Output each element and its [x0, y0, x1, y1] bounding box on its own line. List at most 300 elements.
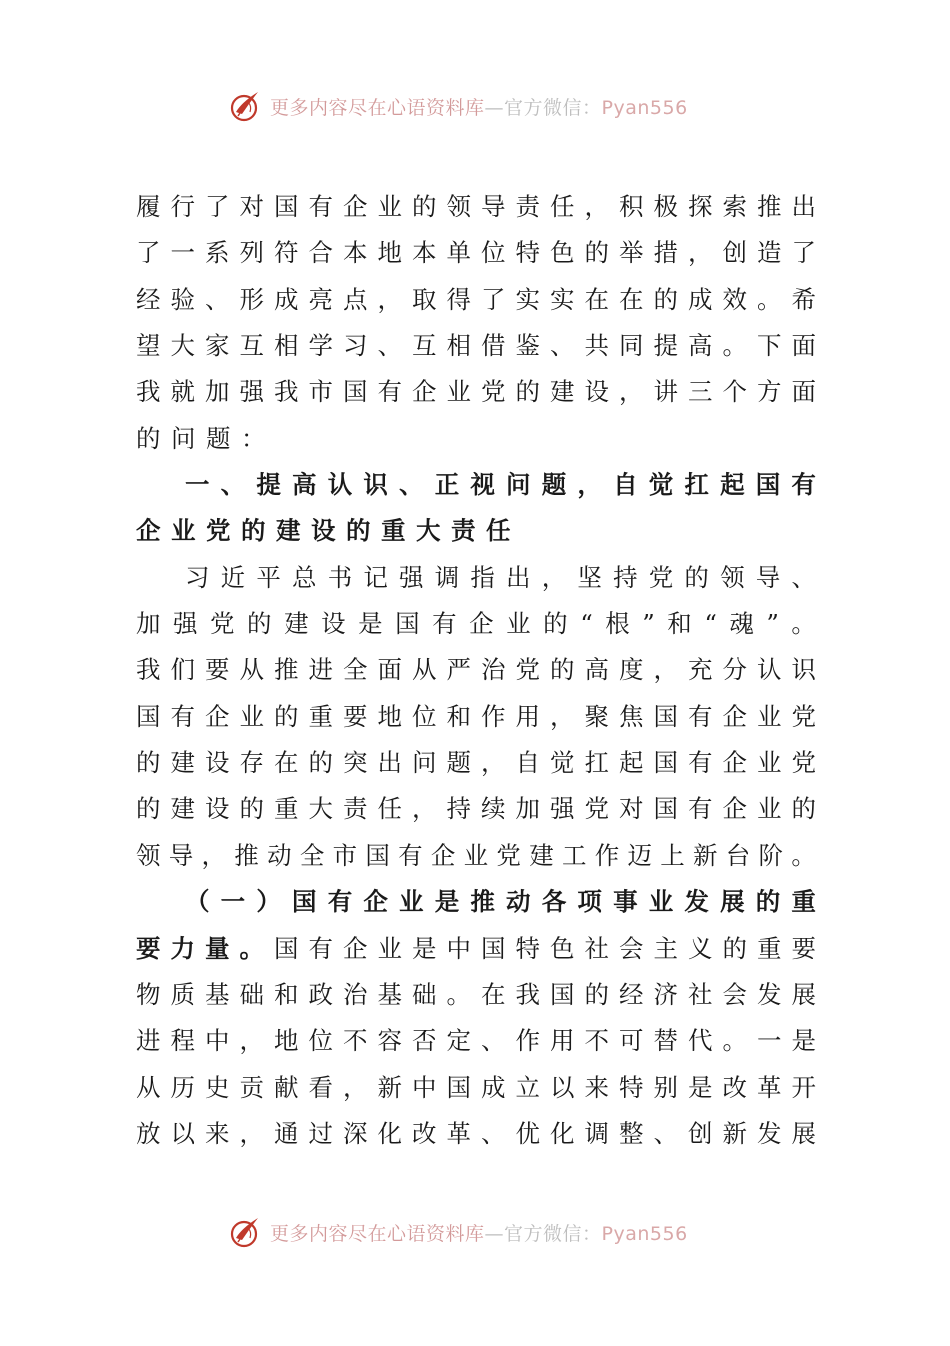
glyph: 题	[446, 748, 471, 778]
body-line	[136, 230, 816, 276]
glyph: 业	[463, 840, 489, 870]
glyph: 从	[239, 655, 264, 685]
glyph: 用	[515, 701, 540, 731]
glyph: 和	[274, 979, 299, 1009]
watermark-brand: 更多内容尽在心语资料库	[270, 96, 485, 119]
glyph: 、	[205, 284, 230, 314]
glyph: ，	[377, 284, 402, 314]
glyph: 方	[757, 377, 782, 407]
glyph: 觉	[550, 748, 575, 778]
glyph: 有	[688, 701, 713, 731]
glyph: 望	[136, 331, 161, 361]
glyph: 企	[343, 933, 368, 963]
glyph: 建	[276, 516, 301, 546]
glyph: 设	[205, 748, 230, 778]
glyph: 看	[308, 1072, 333, 1102]
glyph: 得	[446, 284, 471, 314]
glyph: 用	[550, 1026, 575, 1056]
glyph: 来	[205, 1118, 230, 1148]
glyph: 主	[653, 933, 678, 963]
glyph: 治	[481, 655, 506, 685]
glyph: 严	[446, 655, 471, 685]
glyph: 同	[619, 331, 644, 361]
glyph: 国	[481, 933, 506, 963]
glyph: 导	[168, 840, 194, 870]
glyph: 企	[430, 840, 456, 870]
glyph: 在	[274, 748, 299, 778]
glyph: 定	[446, 1026, 471, 1056]
glyph: 建	[284, 609, 309, 639]
document-body	[136, 184, 816, 1157]
glyph: 实	[515, 284, 540, 314]
glyph: 识	[791, 655, 816, 685]
glyph: ，	[653, 655, 678, 685]
glyph: 措	[653, 238, 678, 268]
glyph: 改	[412, 1118, 437, 1148]
glyph: 色	[550, 238, 575, 268]
glyph: 经	[136, 284, 161, 314]
glyph: 责	[343, 794, 368, 824]
glyph: ：	[241, 423, 266, 453]
glyph: 题	[206, 423, 231, 453]
glyph: 企	[343, 192, 368, 221]
body-line	[136, 277, 816, 323]
glyph: 推	[234, 840, 259, 870]
glyph: 会	[619, 933, 644, 963]
glyph: 强	[239, 377, 264, 407]
glyph: 提	[653, 331, 678, 361]
body-line	[136, 416, 816, 462]
glyph: 会	[722, 979, 747, 1009]
glyph: 力	[170, 933, 195, 963]
glyph: 市	[332, 840, 358, 870]
glyph: 的	[136, 794, 161, 824]
glyph: 高	[584, 655, 609, 685]
glyph: 国	[446, 1072, 471, 1102]
glyph: 要	[136, 933, 161, 963]
glyph: 有	[688, 794, 713, 824]
glyph: 地	[377, 701, 402, 731]
glyph: ”	[766, 609, 779, 639]
glyph: 企	[412, 377, 437, 407]
glyph: 国	[274, 192, 299, 221]
glyph: 有	[170, 701, 195, 731]
glyph: 责	[515, 192, 540, 221]
glyph: 觉	[648, 470, 674, 500]
glyph: 过	[308, 1118, 333, 1148]
glyph: 魂	[729, 609, 754, 639]
glyph: 创	[688, 1118, 713, 1148]
glyph: 国	[395, 609, 420, 639]
glyph: 领	[136, 840, 161, 870]
glyph: 党	[206, 516, 231, 546]
glyph: 自	[613, 470, 638, 500]
glyph: 高	[688, 331, 713, 361]
glyph: ，	[584, 192, 609, 221]
glyph: （	[185, 887, 210, 917]
glyph: 义	[688, 933, 713, 963]
glyph: 的	[247, 609, 272, 639]
glyph: 借	[481, 331, 506, 361]
glyph: 改	[722, 1072, 747, 1102]
glyph: 导	[755, 562, 781, 592]
glyph: 立	[515, 1072, 540, 1102]
glyph: 创	[722, 238, 747, 268]
glyph: 重	[308, 701, 333, 731]
watermark-id: Pyan556	[601, 1222, 688, 1245]
glyph: 业	[757, 701, 782, 731]
glyph: 。	[722, 331, 747, 361]
glyph: 作	[515, 1026, 540, 1056]
glyph: 业	[446, 377, 471, 407]
glyph: 充	[688, 655, 713, 685]
glyph: ，	[541, 562, 567, 592]
glyph: 政	[308, 979, 333, 1009]
glyph: 中	[446, 933, 471, 963]
glyph: 有	[308, 192, 333, 221]
glyph: 设	[584, 377, 609, 407]
glyph: 有	[432, 609, 457, 639]
glyph: 建	[550, 377, 575, 407]
glyph: 了	[136, 238, 161, 268]
glyph: 重	[791, 887, 816, 917]
glyph: 起	[619, 748, 644, 778]
glyph: 持	[613, 562, 638, 592]
glyph: 、	[220, 470, 246, 500]
glyph: 认	[327, 470, 353, 500]
glyph: 成	[274, 284, 299, 314]
glyph: 领	[446, 192, 471, 221]
glyph: 国	[653, 794, 678, 824]
glyph: 重	[274, 794, 299, 824]
glyph: 台	[725, 840, 751, 870]
glyph: 从	[136, 1072, 161, 1102]
body-line	[136, 972, 816, 1018]
glyph: 工	[561, 840, 587, 870]
glyph: 强	[399, 562, 424, 592]
glyph: 互	[412, 331, 437, 361]
glyph: 要	[791, 933, 816, 963]
glyph: 个	[722, 377, 747, 407]
glyph: 举	[619, 238, 644, 268]
glyph: 书	[327, 562, 353, 592]
glyph: 大	[170, 331, 195, 361]
glyph: 、	[377, 331, 402, 361]
glyph: 调	[434, 562, 460, 592]
glyph: 本	[412, 238, 437, 268]
glyph: 优	[515, 1118, 540, 1148]
glyph: 社	[584, 933, 609, 963]
glyph: 企	[136, 516, 161, 546]
glyph: 特	[515, 238, 540, 268]
glyph: 的	[412, 192, 437, 221]
glyph: 、	[550, 331, 575, 361]
glyph: 指	[470, 562, 495, 592]
glyph: 程	[170, 1026, 195, 1056]
glyph: 推	[274, 655, 299, 685]
glyph: 、	[791, 562, 816, 592]
glyph: ，	[239, 1118, 264, 1148]
glyph: 开	[791, 1072, 816, 1102]
glyph: 讲	[653, 377, 678, 407]
watermark-text	[270, 93, 688, 120]
glyph: 总	[292, 562, 317, 592]
glyph: 是	[358, 609, 383, 639]
glyph: 责	[451, 516, 476, 546]
glyph: 点	[343, 284, 368, 314]
glyph: 济	[653, 979, 678, 1009]
glyph: 列	[239, 238, 264, 268]
glyph: 国	[343, 377, 368, 407]
glyph: 视	[470, 470, 495, 500]
glyph: 的	[653, 284, 678, 314]
glyph: 上	[660, 840, 685, 870]
glyph: 、	[481, 1118, 506, 1148]
glyph: 新	[722, 1118, 747, 1148]
glyph: ，	[239, 1026, 264, 1056]
glyph: 的	[274, 701, 299, 731]
glyph: 扛	[684, 470, 709, 500]
glyph: 习	[343, 331, 368, 361]
glyph: 的	[684, 562, 709, 592]
body-line	[136, 1065, 816, 1111]
glyph: 深	[343, 1118, 368, 1148]
glyph: 国	[365, 840, 390, 870]
watermark-separator: —	[484, 1222, 505, 1245]
section-heading	[136, 508, 816, 554]
glyph: 党	[648, 562, 674, 592]
glyph: 在	[481, 979, 506, 1009]
watermark-header	[228, 86, 728, 126]
glyph: ，	[412, 794, 437, 824]
glyph: 党	[791, 748, 816, 778]
glyph: 色	[550, 933, 575, 963]
glyph: 业	[757, 794, 782, 824]
glyph: 正	[434, 470, 460, 500]
glyph: 出	[377, 748, 402, 778]
glyph: 合	[308, 238, 333, 268]
glyph: 希	[791, 284, 816, 314]
glyph: 坚	[577, 562, 602, 592]
glyph: 重	[381, 516, 406, 546]
glyph: 来	[584, 1072, 609, 1102]
glyph: 整	[619, 1118, 644, 1148]
glyph: 物	[136, 979, 161, 1009]
glyph: 。	[239, 933, 264, 963]
glyph: 国	[274, 933, 299, 963]
body-line	[136, 1111, 816, 1157]
body-line	[136, 647, 816, 693]
glyph: 地	[274, 1026, 299, 1056]
glyph: 持	[446, 794, 471, 824]
glyph: 加	[515, 794, 540, 824]
glyph: 了	[205, 192, 230, 221]
glyph: 出	[791, 192, 816, 221]
glyph: 面	[791, 377, 816, 407]
subsection-heading	[136, 879, 816, 925]
glyph: 发	[757, 1118, 782, 1148]
glyph: 进	[136, 1026, 161, 1056]
body-line	[136, 323, 816, 369]
glyph: 家	[205, 331, 230, 361]
body-line-mixed	[136, 926, 816, 972]
watermark-brand: 更多内容尽在心语资料库	[270, 1222, 485, 1245]
glyph: 的	[241, 516, 266, 546]
watermark-id: Pyan556	[601, 96, 688, 119]
glyph: 础	[412, 979, 437, 1009]
glyph: 是	[412, 933, 437, 963]
glyph: 要	[205, 655, 230, 685]
glyph: 聚	[584, 701, 609, 731]
glyph: 放	[136, 1118, 161, 1148]
glyph: 的	[136, 423, 161, 453]
glyph: 国	[292, 887, 317, 917]
glyph: 展	[791, 979, 816, 1009]
glyph: 互	[239, 331, 264, 361]
glyph: 在	[619, 284, 644, 314]
glyph: 扛	[584, 748, 609, 778]
glyph: 了	[791, 238, 816, 268]
body-line	[136, 369, 816, 415]
glyph: 市	[308, 377, 333, 407]
glyph: ，	[688, 238, 713, 268]
glyph: 的	[346, 516, 371, 546]
glyph: 问	[412, 748, 437, 778]
glyph: 献	[274, 1072, 299, 1102]
glyph: 。	[757, 284, 782, 314]
glyph: 探	[688, 192, 713, 221]
glyph: 有	[377, 377, 402, 407]
glyph: 大	[308, 794, 333, 824]
glyph: 容	[377, 1026, 402, 1056]
glyph: 全	[299, 840, 325, 870]
glyph: 别	[653, 1072, 678, 1102]
glyph: 成	[688, 284, 713, 314]
glyph: 发	[757, 979, 782, 1009]
glyph: 党	[481, 377, 506, 407]
watermark-footer	[228, 1212, 728, 1252]
glyph: 业	[648, 887, 674, 917]
glyph: 的	[239, 794, 264, 824]
glyph: 自	[515, 748, 540, 778]
glyph: 面	[791, 331, 816, 361]
glyph: 。	[446, 979, 471, 1009]
watermark-label: 官方微信：	[504, 1222, 602, 1245]
glyph: 有	[398, 840, 423, 870]
glyph: 企	[205, 701, 230, 731]
glyph: 经	[619, 979, 644, 1009]
quill-logo-icon	[228, 1214, 264, 1250]
glyph: 是	[434, 887, 460, 917]
glyph: ”	[642, 609, 655, 639]
glyph: 国	[550, 979, 575, 1009]
glyph: 革	[446, 1118, 471, 1148]
glyph: 。	[791, 840, 816, 870]
glyph: 的	[584, 238, 609, 268]
glyph: 就	[170, 377, 195, 407]
glyph: 。	[791, 609, 816, 639]
glyph: 单	[446, 238, 471, 268]
glyph: 相	[446, 331, 471, 361]
glyph: 们	[170, 655, 195, 685]
glyph: 治	[343, 979, 368, 1009]
glyph: 党	[210, 609, 235, 639]
glyph: 要	[343, 701, 368, 731]
glyph: 推	[757, 192, 782, 221]
glyph: 。	[722, 1026, 747, 1056]
glyph: 度	[619, 655, 644, 685]
glyph: “	[580, 609, 593, 639]
glyph: 的	[308, 748, 333, 778]
glyph: 社	[688, 979, 713, 1009]
glyph: 了	[481, 284, 506, 314]
glyph: 符	[274, 238, 299, 268]
glyph: 履	[136, 192, 161, 221]
glyph: 、	[653, 1118, 678, 1148]
glyph: “	[704, 609, 717, 639]
glyph: 发	[684, 887, 709, 917]
glyph: 党	[791, 701, 816, 731]
glyph: 建	[170, 794, 195, 824]
glyph: 我	[136, 655, 161, 685]
glyph: 党	[515, 655, 540, 685]
glyph: 强	[173, 609, 198, 639]
glyph: 从	[412, 655, 437, 685]
glyph: 下	[757, 331, 782, 361]
glyph: 特	[515, 933, 540, 963]
glyph: 加	[136, 609, 161, 639]
glyph: 事	[613, 887, 638, 917]
glyph: 替	[653, 1026, 678, 1056]
glyph: 中	[412, 1072, 437, 1102]
glyph: 是	[688, 1072, 713, 1102]
glyph: 亮	[308, 284, 333, 314]
glyph: 不	[343, 1026, 368, 1056]
glyph: 相	[274, 331, 299, 361]
glyph: 在	[584, 284, 609, 314]
glyph: 问	[506, 470, 531, 500]
glyph: 任	[486, 516, 511, 546]
glyph: 业	[399, 887, 424, 917]
glyph: 提	[256, 470, 281, 500]
glyph: 题	[541, 470, 567, 500]
glyph: ，	[343, 1072, 368, 1102]
glyph: 续	[481, 794, 506, 824]
glyph: 党	[584, 794, 609, 824]
glyph: 出	[506, 562, 531, 592]
glyph: 础	[239, 979, 264, 1009]
glyph: 建	[529, 840, 554, 870]
glyph: 共	[584, 331, 609, 361]
glyph: 积	[619, 192, 644, 221]
glyph: 地	[377, 238, 402, 268]
glyph: 我	[136, 377, 161, 407]
glyph: 企	[722, 748, 747, 778]
glyph: 历	[170, 1072, 195, 1102]
glyph: 调	[584, 1118, 609, 1148]
glyph: 企	[363, 887, 388, 917]
glyph: 极	[653, 192, 678, 221]
glyph: 重	[757, 933, 782, 963]
glyph: 和	[446, 701, 471, 731]
glyph: 识	[363, 470, 388, 500]
glyph: ，	[619, 377, 644, 407]
body-line	[136, 184, 816, 230]
glyph: 效	[722, 284, 747, 314]
glyph: 鉴	[515, 331, 540, 361]
glyph: 推	[470, 887, 495, 917]
glyph: 各	[541, 887, 567, 917]
